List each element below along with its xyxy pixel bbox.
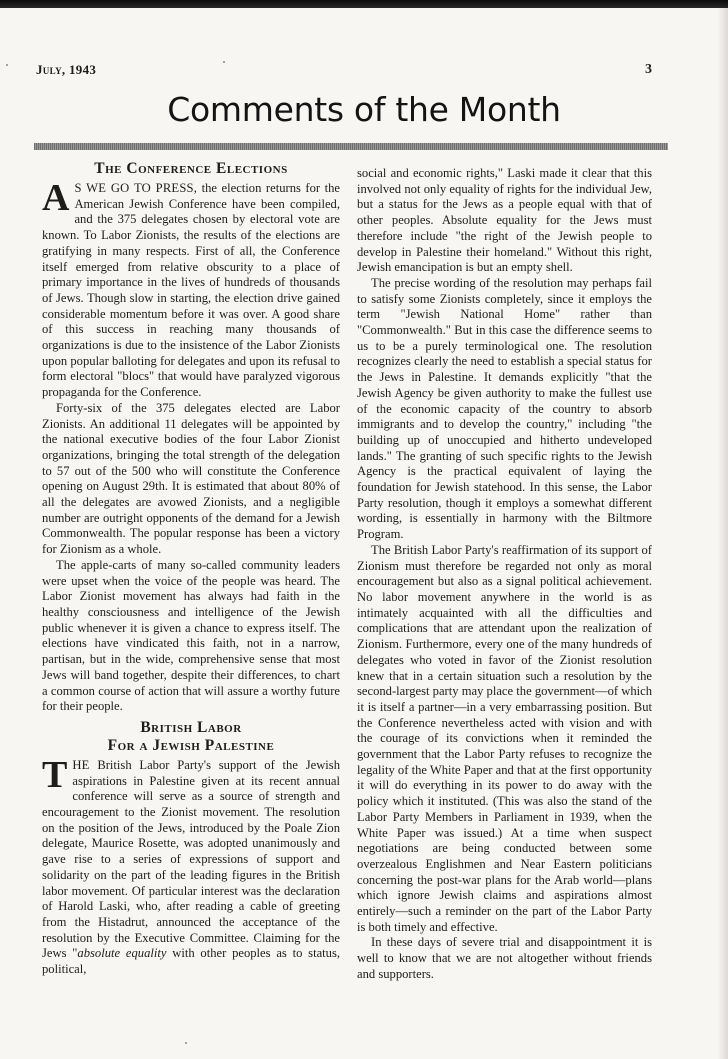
paragraph [42, 753, 340, 978]
section-heading-line: For a Jewish Palestine [107, 736, 275, 754]
column-right [357, 166, 652, 983]
scan-top-edge [0, 0, 728, 8]
title-rule-divider [34, 143, 668, 150]
page-number: 3 [645, 62, 652, 77]
paragraph: In these days of severe trial and disappointment it is well to know that we are not altogether without friends and supporters. [357, 935, 652, 981]
lead-caps: HE [72, 757, 90, 772]
paragraph: The apple-carts of many so-called community leaders were upset when the voice of the people was heard. The Labor Zionist movement has always had faith in the healthy consciousness and intelligence of the Jewish public whenever it is given a chance to express itself. The elections have vindicated this faith, not in a narrow, partisan, but in the wide, comprehensive sense that most Jews will band together, despite their differences, to chart a common course of action that will assure a worthy future for their people. [42, 557, 340, 714]
drop-cap: A [42, 177, 70, 219]
paragraph: The British Labor Party's reaffirmation of its support of Zionism must therefore be regarded not only as moral encouragement but also as a signal political achievement. No labor movement anywhere in the world is as intimately acquainted with all the difficulties and complications that are attendant upon the realization of Zionism. Furthermore, every one of the many hundreds of delegates who voted in favor of the Zionist resolution knew that in a certain situation such a resolution by the second-largest party may place the government—of which it is itself a partner—in a very embarrassing position. But the Conference nevertheless acted with vision and with the courage of its convictions when it reminded the government that the Labor Party refuses to recognize the legality of the White Paper and that at the first opportunity it will do everything in its power to do away with the policy which it instituted. (This was also the stand of the Labor Party Members in Parliament in 1939, when the White Paper was issued.) At a time when suspect negotiations are being conducted between some overzealous Englishmen and Near Eastern politicians concerning the post-war plans for the Arab world—plans which ignore Jewish claims and aspirations almost entirely—such a reminder on the part of the Labor Party is both timely and effective. [357, 542, 652, 934]
paragraph: The precise wording of the resolution may perhaps fail to satisfy some Zionists completely, since it employs the term "Jewish National Home" rather than "Commonwealth." But in this case the difference seems to us to be a purely terminological one. The resolution recognizes clearly the need to establish a special status for the Jews in Palestine. It demands explicitly "that the Jewish Agency be given authority to make the fullest use of the economic capacity of the country to absorb immigrants and to develop the country," including "the building up of unoccupied and hitherto undeveloped lands." The granting of such specific rights to the Jewish Agency is the practical equivalent of laying the foundation for Jewish statehood. In this sense, the Labor Party resolution, though it employs a somewhat different wording, is essentially in harmony with the Biltmore Program. [357, 275, 652, 542]
paragraph: Forty-six of the 375 delegates elected are Labor Zionists. An additional 11 delegates will be appointed by the national executive bodies of the four Labor Zionist organizations, bringing the total strength of the delegation to 57 out of the 500 who will constitute the Conference opening on August 29th. It is estimated that about 80% of all the delegates are avowed Zionists, and a negligible number are outright opponents of the demand for a Jewish Commonwealth. The popular response has been a victory for Zionism as a whole. [42, 400, 340, 557]
paragraph-text: with other peoples as to status, political, [42, 946, 340, 977]
section-heading-line: British Labor [140, 718, 242, 736]
paragraph-continued: social and economic rights," Laski made it clear that this involved not only equality of rights for the individual Jew, but a status for the Jews as a people equal with that of other peoples. Absolute equality for the Jews must therefore include "the right of the Jewish people to develop in Palestine their homeland." Without this right, Jewish emancipation is but an empty shell. [357, 166, 652, 275]
paragraph [42, 177, 341, 401]
column-left [42, 160, 340, 978]
scan-speck [223, 61, 225, 63]
running-head-date: July, 1943 [36, 62, 97, 77]
scan-speck [6, 64, 8, 66]
scan-speck [185, 1042, 187, 1044]
lead-caps: S WE GO TO PRESS, [74, 181, 198, 195]
section-heading-conference-elections: The Conference Elections [94, 160, 288, 177]
italic-quote: absolute equality [77, 946, 167, 961]
page-title: Comments of the Month [167, 90, 561, 129]
paragraph-text: the election returns for the American Jewish Conference have been compiled, and the 375 delegates chosen by electoral vote are known. To Labor Zionists, the results of the elections are gratifying in many respects. First of all, the Conference itself emerged from relative obscurity to a place of primary importance in the lives of hundreds of thousands of Jews. Though slow in starting, the election drive gained considerable momentum before it was over. A good share of this success in reaching many thousands of organizations is due to the insistence of the Labor Zionists upon popular balloting for delegates and upon its refusal to form electoral "blocs" that would have paralyzed vigorous propaganda for the Conference. [42, 181, 341, 400]
scan-right-edge [718, 0, 728, 1059]
drop-cap: T [42, 753, 68, 796]
paragraph-text: British Labor Party's support of the Jewish aspirations in Palestine given at its recent annual conference will serve as a source of strength and encouragement to the Zionist movement. The resolution on the position of the Jews, introduced by the Poale Zion delegate, Maurice Rosette, was adopted unanimously and gave rise to a series of expressions of support and solidarity on the part of the leading figures in the British labor movement. Of particular interest was the declaration of Harold Laski, who, after reading a cable of greeting from the Histadrut, announced the acceptance of the resolution by the Executive Committee. Claiming for the Jews " [42, 757, 340, 961]
section-heading-british-labor [42, 719, 340, 755]
